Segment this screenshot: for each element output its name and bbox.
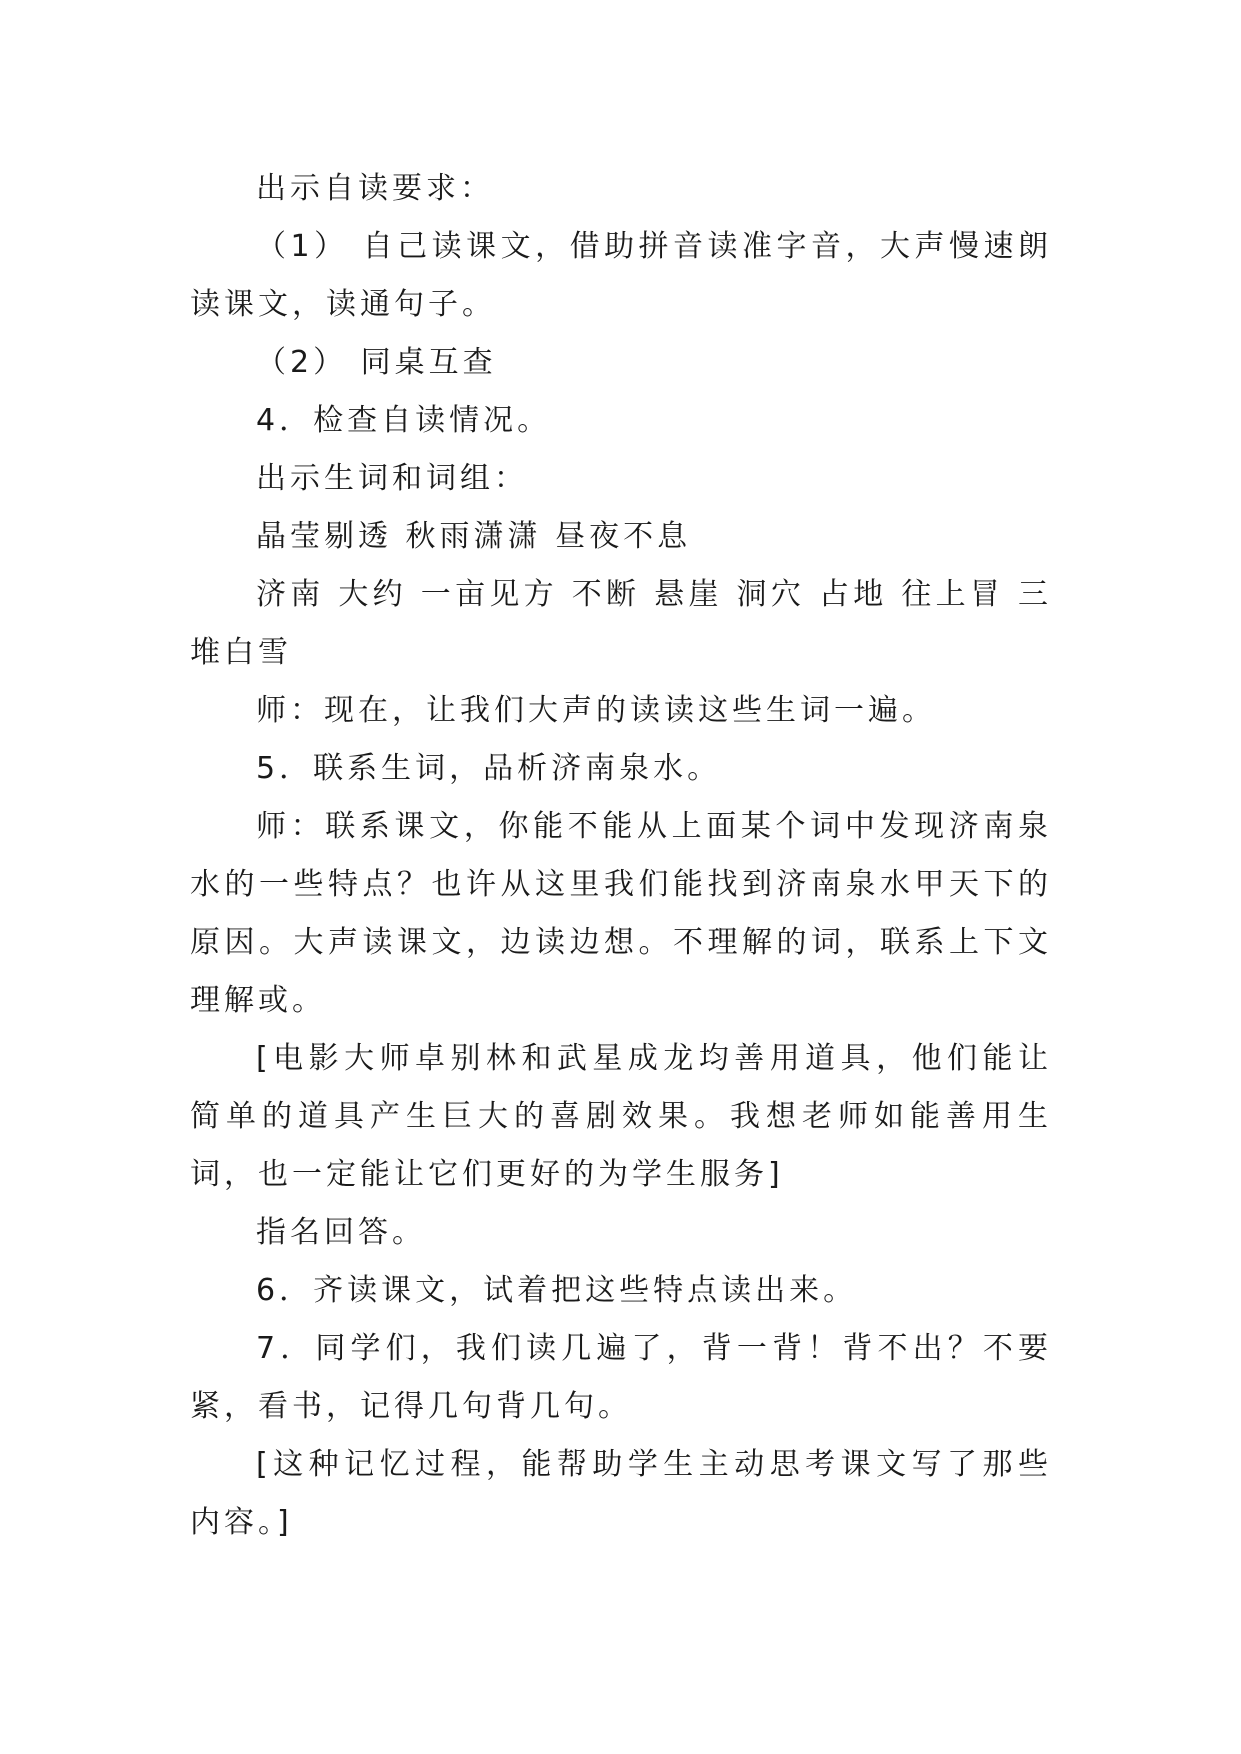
paragraph-phrases: 晶莹剔透 秋雨潇潇 昼夜不息	[256, 519, 692, 554]
paragraph-teacher-question: 师：联系课文，你能不能从上面某个词中发现济南泉水的一些特点？也许从这里我们能找到济南泉水甲天下的原因。大声读课文，边读边想。不理解的词，联系上下文理解或。	[190, 809, 1052, 1018]
paragraph-vocabulary-heading: 出示生词和词组：	[256, 461, 528, 496]
document-body	[190, 160, 1052, 1552]
paragraph-requirement-2: （2） 同桌互查	[256, 345, 497, 380]
paragraph-step-5: 5．联系生词，品析济南泉水。	[256, 751, 722, 786]
paragraph-words: 济南 大约 一亩见方 不断 悬崖 洞穴 占地 往上冒 三堆白雪	[190, 577, 1052, 670]
paragraph-teacher-read-aloud: 师：现在，让我们大声的读读这些生词一遍。	[256, 693, 936, 728]
paragraph-step-6: 6．齐读课文，试着把这些特点读出来。	[256, 1273, 858, 1308]
paragraph-note-memory: [这种记忆过程，能帮助学生主动思考课文写了那些内容。]	[190, 1447, 1052, 1540]
paragraph-note-props: [电影大师卓别林和武星成龙均善用道具，他们能让简单的道具产生巨大的喜剧效果。我想老师如能善用生词，也一定能让它们更好的为学生服务]	[190, 1041, 1052, 1192]
paragraph-reading-requirements: 出示自读要求：	[256, 171, 494, 206]
paragraph-step-4: 4．检查自读情况。	[256, 403, 552, 438]
paragraph-answer: 指名回答。	[256, 1215, 426, 1250]
paragraph-step-7: 7．同学们，我们读几遍了，背一背！背不出？不要紧，看书，记得几句背几句。	[190, 1331, 1052, 1424]
paragraph-requirement-1: （1） 自己读课文，借助拼音读准字音，大声慢速朗读课文，读通句子。	[190, 229, 1052, 322]
